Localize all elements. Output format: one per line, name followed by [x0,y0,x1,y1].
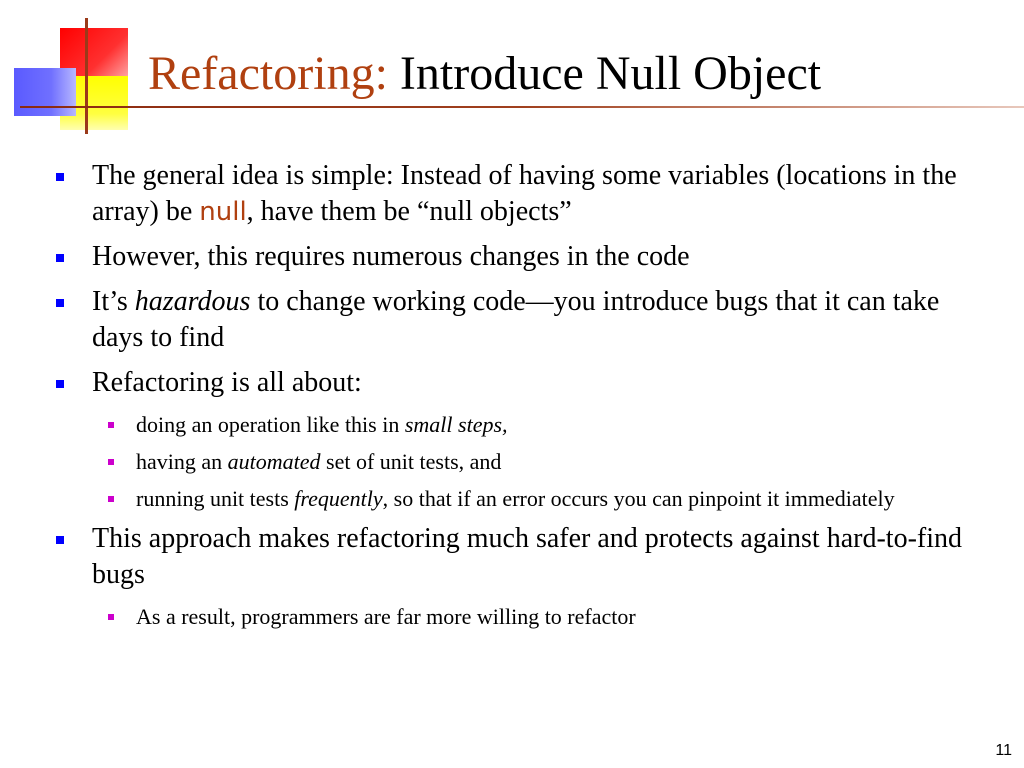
bullet-square-icon [56,380,64,388]
sub-bullet-square-icon [108,459,114,465]
bullet-item-4: Refactoring is all about: [52,365,992,401]
emphasis-small-steps: small steps, [404,412,508,437]
sub-bullet-square-icon [108,614,114,620]
title-main: Introduce Null Object [399,47,822,100]
sub-bullet-item: doing an operation like this in small steps, [52,410,992,439]
emphasis-hazardous: hazardous [134,286,251,317]
slide-title [148,47,822,100]
logo-decoration [0,0,140,140]
bullet-item-2: However, this requires numerous changes in the code [52,239,992,275]
title-underline [20,106,1024,108]
sub-bullet-square-icon [108,422,114,428]
emphasis-automated: automated [227,449,321,474]
bullet-item-1: The general idea is simple: Instead of having some variables (locations in the array) be null, have them be “null objects” [52,158,992,230]
bullet-item-5: This approach makes refactoring much safer and protects against hard-to-find bugs [52,521,992,593]
emphasis-frequently: frequently [294,486,383,511]
logo-vertical-line [85,18,88,134]
bullet-square-icon [56,254,64,262]
sub-bullet-item: As a result, programmers are far more willing to refactor [52,602,992,631]
code-null: null [199,197,247,227]
bullet-square-icon [56,536,64,544]
page-number: 11 [995,742,1012,759]
logo-blue-block [14,68,76,116]
bullet-square-icon [56,173,64,181]
title-prefix: Refactoring: [148,47,388,100]
bullet-list [52,158,992,639]
sub-bullet-square-icon [108,496,114,502]
bullet-square-icon [56,299,64,307]
sub-bullet-item: running unit tests frequently, so that if an error occurs you can pinpoint it immediately [52,484,992,513]
sub-bullet-item: having an automated set of unit tests, and [52,447,992,476]
bullet-item-3: It’s hazardous to change working code—you introduce bugs that it can take days to find [52,284,992,356]
